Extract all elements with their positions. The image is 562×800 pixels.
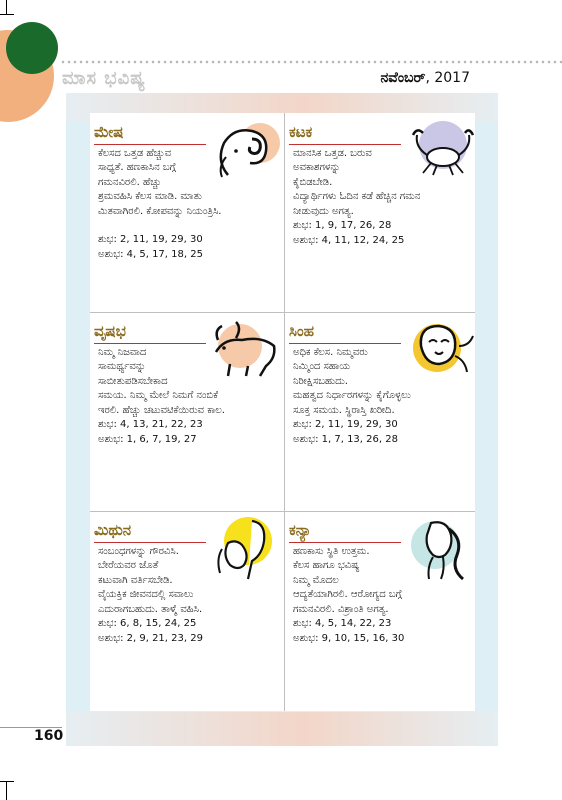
sign-description: ಮಾನಸಿಕ ಒತ್ತಡ. ಬರುವ ಅವಕಾಶಗಳನ್ನು ಕೈಬಿಡಬೇಡಿ. ವಿದ್ಯಾರ್ಥಿಗಳು ಓದಿನ ಕಡೆ ಹೆಚ್ಚಿನ ಗಮನ ನೀಡುವುದು ಅಗತ್ಯ. [293, 148, 421, 217]
unlucky-dates: ಅಶುಭ: 1, 6, 7, 19, 27 [98, 434, 197, 445]
issue-month: ನವೆಂಬರ್ [380, 70, 426, 86]
sign-description: ಕೆಲಸದ ಒತ್ತಡ ಹೆಚ್ಚುವ ಸಾಧ್ಯತೆ. ಹಣಕಾಸಿನ ಬಗ್ಗೆ ಗಮನವಿರಲಿ. ಹೆಚ್ಚು ಶ್ರಮವಹಿಸಿ ಕೆಲಸ ಮಾಡಿ. ಮಾತು ಮಿತವಾಗಿರಲಿ. ಕೋಪವನ್ನು ನಿಯಂತ್ರಿಸಿ. [98, 148, 222, 217]
sign-description: ನಿಮ್ಮ ನಿಜವಾದ ಸಾಮರ್ಥ್ಯವನ್ನು ಸಾಬೀತುಪಡಿಸಬೇಕಾದ ಸಮಯ. ನಿಮ್ಮ ಮೇಲೆ ನಿಮಗೆ ನಂಬಿಕೆ ಇರಲಿ. ಹೆಚ್ಚು ಚಟುವಟಿಕೆಯಿರುವ ಕಾಲ. [98, 347, 225, 416]
sign-underline [289, 542, 401, 543]
unlucky-dates: ಅಶುಭ: 1, 7, 13, 26, 28 [293, 434, 398, 445]
unlucky-dates: ಅಶುಭ: 4, 5, 17, 18, 25 [98, 249, 203, 260]
twins-icon [208, 515, 280, 581]
unlucky-dates: ಅಶುಭ: 4, 11, 12, 24, 25 [293, 235, 405, 246]
sign-description: ಹಣಕಾಸು ಸ್ಥಿತಿ ಉತ್ತಮ. ಕೆಲಸ ಹಾಗೂ ಭವಿಷ್ಯ ನಿಮ್ಮ ಮೊದಲ ಆದ್ಯತೆಯಾಗಿರಲಿ. ಆರೋಗ್ಯದ ಬಗ್ಗೆ ಗಮನವಿರಲಿ. ವಿಶ್ರಾಂತಿ ಅಗತ್ಯ. [293, 546, 402, 615]
lion-icon [403, 316, 475, 382]
sign-name: ಮಿಥುನ [94, 521, 132, 539]
page-number: 160 [34, 728, 64, 744]
lucky-dates: ಶುಭ: 1, 9, 17, 26, 28 [293, 220, 392, 231]
lucky-dates: ಶುಭ: 2, 11, 19, 29, 30 [293, 419, 398, 430]
lucky-dates: ಶುಭ: 4, 5, 14, 22, 23 [293, 618, 392, 629]
crop-mark-top-left-v [6, 0, 7, 14]
crab-icon [403, 117, 475, 183]
dotted-rule [60, 60, 562, 64]
sign-name: ಸಿಂಹ [289, 322, 315, 340]
crop-mark-bottom-left-h [0, 781, 14, 782]
section-title: ಮಾಸ ಭವಿಷ್ಯ [62, 68, 146, 89]
sign-underline [94, 144, 206, 145]
sign-underline [289, 144, 401, 145]
maiden-icon [403, 515, 475, 581]
sign-name: ಕನ್ಯಾ [289, 521, 312, 539]
issue-year: , 2017 [425, 70, 470, 86]
unlucky-dates: ಅಶುಭ: 2, 9, 21, 23, 29 [98, 633, 203, 644]
crop-mark-top-left-h [0, 14, 14, 15]
unlucky-dates: ಅಶುಭ: 9, 10, 15, 16, 30 [293, 633, 405, 644]
sign-description: ಅಧಿಕ ಕೆಲಸ. ನಿಮ್ಮವರು ನಿಮ್ಮಿಂದ ಸಹಾಯ ನಿರೀಕ್ಷಿಸಬಹುದು. ಮಹತ್ವದ ನಿರ್ಧಾರಗಳನ್ನು ಕೈಗೊಳ್ಳಲು ಸೂಕ್ತ ಸಮಯ. ಸ್ಥಿರಾಸ್ತಿ ಖರೀದಿ. [293, 347, 411, 416]
decorative-circle-green [6, 22, 58, 74]
sign-name: ಮೇಷ [94, 123, 124, 141]
sign-underline [289, 343, 401, 344]
sign-card-gemini [90, 511, 284, 710]
sign-name: ವೃಷಭ [94, 322, 126, 340]
lucky-dates: ಶುಭ: 4, 13, 21, 22, 23 [98, 419, 203, 430]
sign-underline [94, 542, 206, 543]
sign-card-cancer [285, 113, 479, 312]
issue-date [381, 70, 471, 86]
lucky-dates: ಶುಭ: 6, 8, 15, 24, 25 [98, 618, 197, 629]
ram-icon [208, 117, 280, 183]
sign-card-virgo [285, 511, 479, 710]
panel-bottom-band [66, 712, 498, 746]
sign-underline [94, 343, 206, 344]
sign-card-taurus [90, 312, 284, 511]
bull-icon [208, 316, 280, 382]
lucky-dates: ಶುಭ: 2, 11, 19, 29, 30 [98, 234, 203, 245]
sign-card-leo [285, 312, 479, 511]
crop-mark-bottom-left-v [6, 782, 7, 800]
sign-name: ಕಟಕ [289, 123, 313, 141]
sign-description: ಸಂಬಂಧಗಳನ್ನು ಗೌರವಿಸಿ. ಬೇರೆಯವರ ಜೊತೆ ಕಟುವಾಗಿ ವರ್ತಿಸಬೇಡಿ. ವೈಯಕ್ತಿಕ ಜೀವನದಲ್ಲಿ ಸವಾಲು ಎದುರಾಗಬಹುದು. ತಾಳ್ಮೆ ವಹಿಸಿ. [98, 546, 203, 615]
horoscope-grid [90, 113, 475, 711]
sign-card-aries [90, 113, 284, 312]
